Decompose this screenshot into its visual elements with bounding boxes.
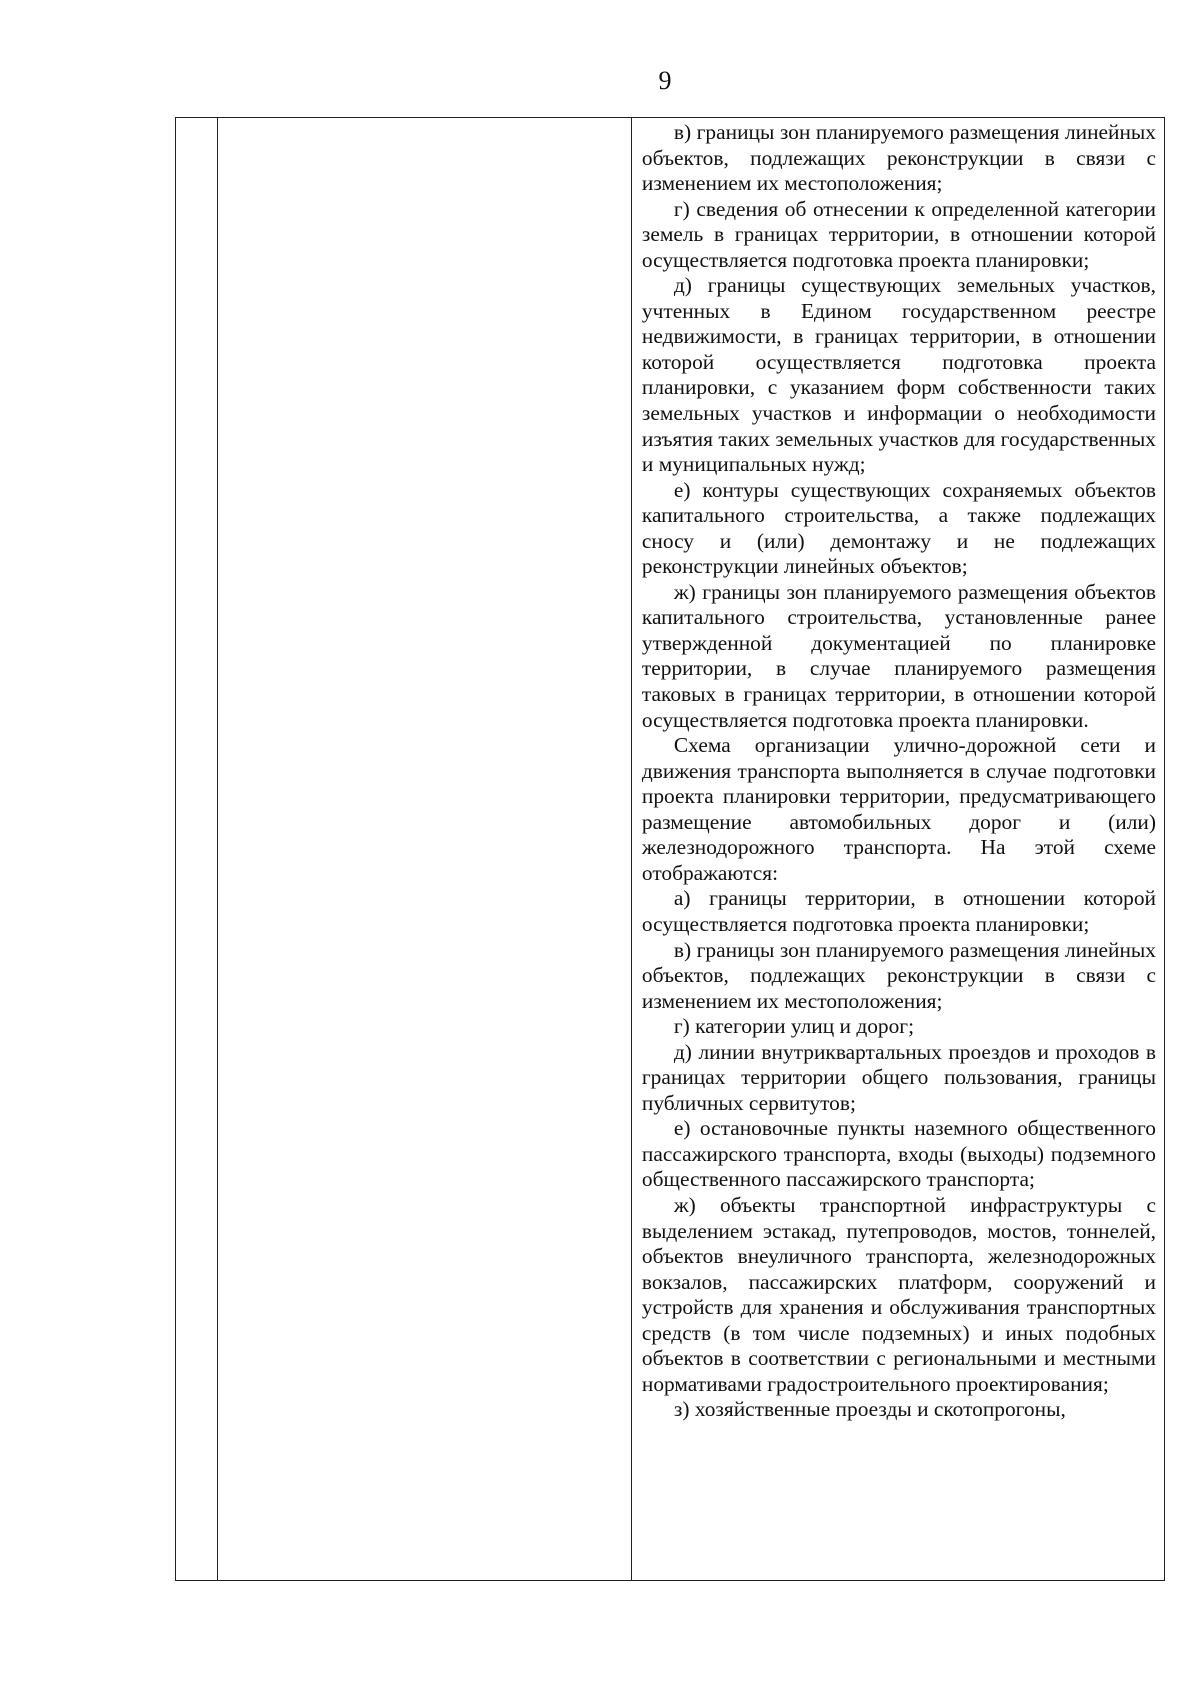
paragraph: ж) границы зон планируемого размещения объектов капитального строительства, установленные ранее утвержденной документацией по планировке территории, в случае планируемого размещения таковых в границах территории, в отношении которой осуществляется подготовка проекта планировки. [641, 579, 1156, 732]
paragraph: д) границы существующих земельных участков, учтенных в Едином государственном реестре недвижимости, в границах территории, в отношении которой осуществляется подготовка проекта планировки, с указанием форм собственности таких земельных участков и информации о необходимости изъятия таких земельных участков для государственных и муниципальных нужд; [641, 273, 1156, 477]
paragraph: в) границы зон планируемого размещения линейных объектов, подлежащих реконструкции в связи с изменением их местоположения; [641, 937, 1156, 1013]
table-row [176, 118, 1165, 1581]
table-cell-number [176, 118, 218, 1581]
paragraph: ж) объекты транспортной инфраструктуры с выделением эстакад, путепроводов, мостов, тоннелей, объектов внеуличного транспорта, железнодорожных вокзалов, пассажирских платформ, сооружений и устройств для хранения и обслуживания транспортных средств (в том числе подземных) и иных подобных объектов в соответствии с региональными и местными нормативами градостроительного проектирования; [641, 1192, 1156, 1396]
table-cell-content [631, 118, 1164, 1581]
paragraph: а) границы территории, в отношении которой осуществляется подготовка проекта планировки; [641, 886, 1156, 936]
paragraph: г) категории улиц и дорог; [673, 1014, 915, 1039]
paragraph: з) хозяйственные проезды и скотопрогоны, [673, 1397, 1066, 1422]
paragraph: е) остановочные пункты наземного общественного пассажирского транспорта, входы (выходы) подземного общественного пассажирского транспорта; [641, 1116, 1156, 1192]
paragraph: г) сведения об отнесении к определенной категории земель в границах территории, в отношении которой осуществляется подготовка проекта планировки; [641, 196, 1156, 272]
paragraph: д) линии внутриквартальных проездов и проходов в границах территории общего пользования, границы публичных сервитутов; [641, 1039, 1156, 1115]
paragraph: Схема организации улично-дорожной сети и движения транспорта выполняется в случае подготовки проекта планировки территории, предусматривающего размещение автомобильных дорог и (или) железнодорожного транспорта. На этой схеме отображаются: [641, 733, 1156, 885]
table-cell-item [218, 118, 632, 1581]
page-number: 9 [658, 66, 672, 95]
paragraph: е) контуры существующих сохраняемых объектов капитального строительства, а также подлежащих сносу и (или) демонтажу и не подлежащих реконструкции линейных объектов; [641, 477, 1156, 579]
document-table [175, 117, 1165, 1581]
paragraph: в) границы зон планируемого размещения линейных объектов, подлежащих реконструкции в связи с изменением их местоположения; [641, 120, 1156, 196]
